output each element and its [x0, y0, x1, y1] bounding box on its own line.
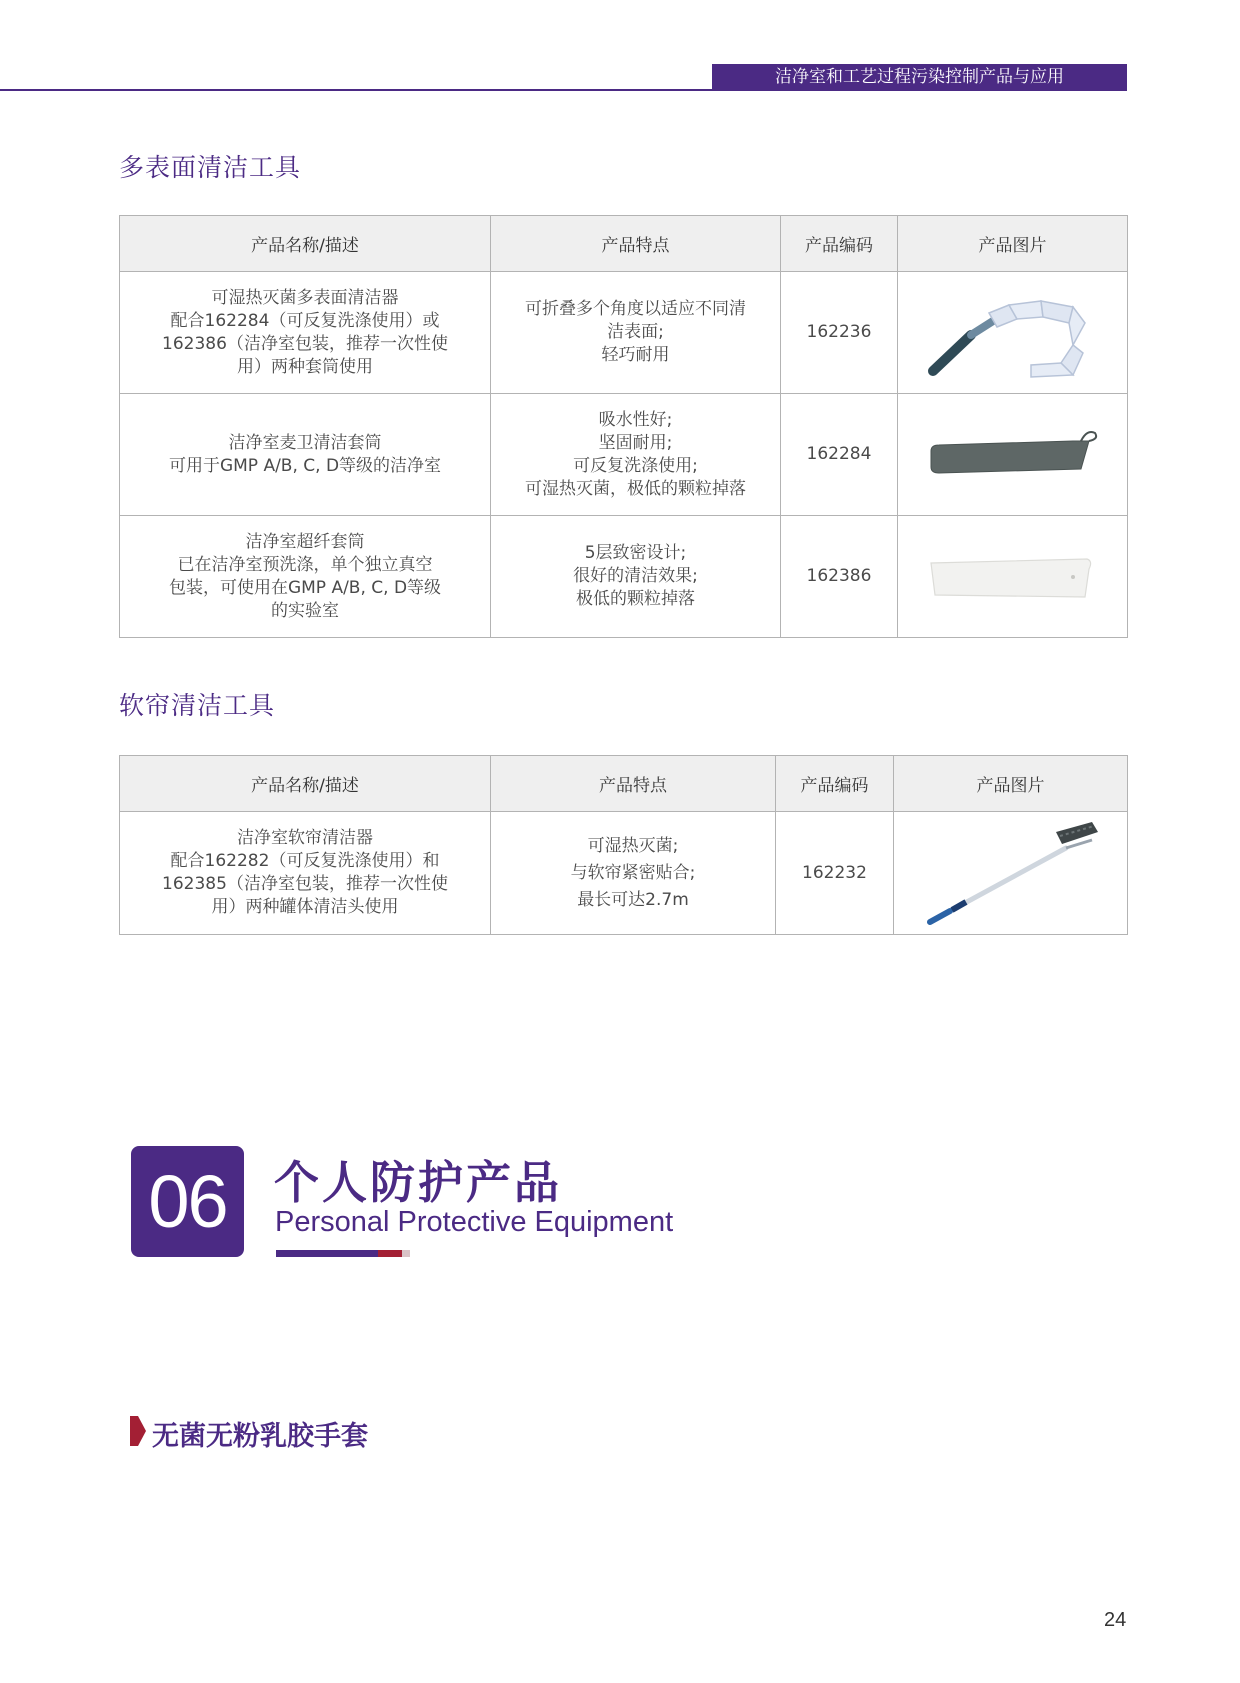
description-line: 配合162284（可反复洗涤使用）或	[170, 310, 440, 331]
column-header: 产品特点	[491, 216, 781, 272]
chapter-number-badge: 06	[131, 1146, 244, 1257]
description-line: 已在洁净室预洗涤，单个独立真空	[177, 554, 433, 575]
grey-sleeve-icon	[923, 425, 1103, 485]
table-header-row	[120, 216, 1128, 272]
description-line: 用）两种罐体清洁头使用	[211, 897, 399, 917]
table-row	[120, 812, 1128, 935]
chapter-underline-red	[378, 1250, 402, 1257]
product-description	[120, 394, 491, 516]
feature-line: 坚固耐用;	[598, 432, 673, 453]
product-image-cell	[898, 272, 1128, 394]
column-header: 产品特点	[491, 756, 776, 812]
section-title-multi-surface: 多表面清洁工具	[119, 153, 302, 182]
product-features	[491, 394, 781, 516]
feature-line: 吸水性好;	[598, 409, 673, 430]
feature-line: 可湿热灭菌，极低的颗粒掉落	[525, 478, 746, 499]
chapter-title: 个人防护产品	[274, 1156, 563, 1209]
chapter-underline-light	[402, 1250, 410, 1257]
feature-line: 洁表面;	[607, 322, 664, 342]
column-header: 产品图片	[898, 216, 1128, 272]
feature-line: 可折叠多个角度以适应不同清	[525, 299, 746, 319]
product-description	[120, 516, 491, 638]
description-line: 洁净室麦卫清洁套筒	[228, 432, 382, 453]
product-image-cell	[898, 516, 1128, 638]
description-line: 162385（洁净室包装，推荐一次性使	[162, 874, 448, 894]
product-code: 162236	[781, 272, 898, 394]
product-description	[120, 812, 491, 935]
feature-line: 极低的颗粒掉落	[576, 589, 695, 609]
section-title-curtain: 软帘清洁工具	[119, 691, 276, 720]
feature-line: 与软帘紧密贴合;	[570, 862, 696, 883]
column-header: 产品编码	[776, 756, 894, 812]
column-header: 产品图片	[894, 756, 1128, 812]
header-banner: 洁净室和工艺过程污染控制产品与应用	[712, 64, 1127, 91]
feature-line: 可反复洗涤使用;	[573, 455, 698, 476]
description-line: 洁净室超纤套筒	[245, 531, 365, 552]
description-line: 的实验室	[271, 600, 339, 621]
curtain-table	[119, 755, 1128, 935]
product-features	[491, 812, 776, 935]
description-line: 可湿热灭菌多表面清洁器	[211, 287, 399, 308]
arrow-marker-icon	[130, 1416, 146, 1446]
table-row	[120, 272, 1128, 394]
product-code: 162284	[781, 394, 898, 516]
column-header: 产品名称/描述	[120, 216, 491, 272]
product-features	[491, 272, 781, 394]
table-header-row	[120, 756, 1128, 812]
product-description	[120, 272, 491, 394]
product-features	[491, 516, 781, 638]
feature-line: 很好的清洁效果;	[573, 566, 698, 586]
product-code: 162232	[776, 812, 894, 935]
column-header: 产品名称/描述	[120, 756, 491, 812]
product-image-cell	[894, 812, 1128, 935]
description-line: 包装，可使用在GMP A/B, C, D等级	[168, 577, 442, 598]
column-header: 产品编码	[781, 216, 898, 272]
multi-surface-table	[119, 215, 1128, 638]
table-row	[120, 394, 1128, 516]
chapter-subtitle: Personal Protective Equipment	[275, 1206, 674, 1238]
product-image-cell	[898, 394, 1128, 516]
white-sleeve-icon	[923, 547, 1103, 607]
page-number: 24	[1104, 1609, 1127, 1631]
feature-line: 最长可达2.7m	[577, 889, 689, 910]
description-line: 配合162282（可反复洗涤使用）和	[170, 851, 440, 871]
feature-line: 5层致密设计;	[584, 543, 687, 563]
description-line: 162386（洁净室包装，推荐一次性使	[162, 333, 448, 354]
curtain-cleaner-icon	[916, 818, 1106, 928]
table-row	[120, 516, 1128, 638]
chapter-underline-purple	[276, 1250, 378, 1257]
subsection-title: 无菌无粉乳胶手套	[152, 1421, 368, 1452]
feature-line: 可湿热灭菌;	[587, 835, 679, 856]
description-line: 可用于GMP A/B, C, D等级的洁净室	[168, 455, 442, 476]
folding-cleaner-icon	[923, 283, 1103, 383]
description-line: 洁净室软帘清洁器	[237, 828, 373, 848]
description-line: 用）两种套筒使用	[237, 356, 373, 377]
product-code: 162386	[781, 516, 898, 638]
feature-line: 轻巧耐用	[601, 345, 670, 365]
